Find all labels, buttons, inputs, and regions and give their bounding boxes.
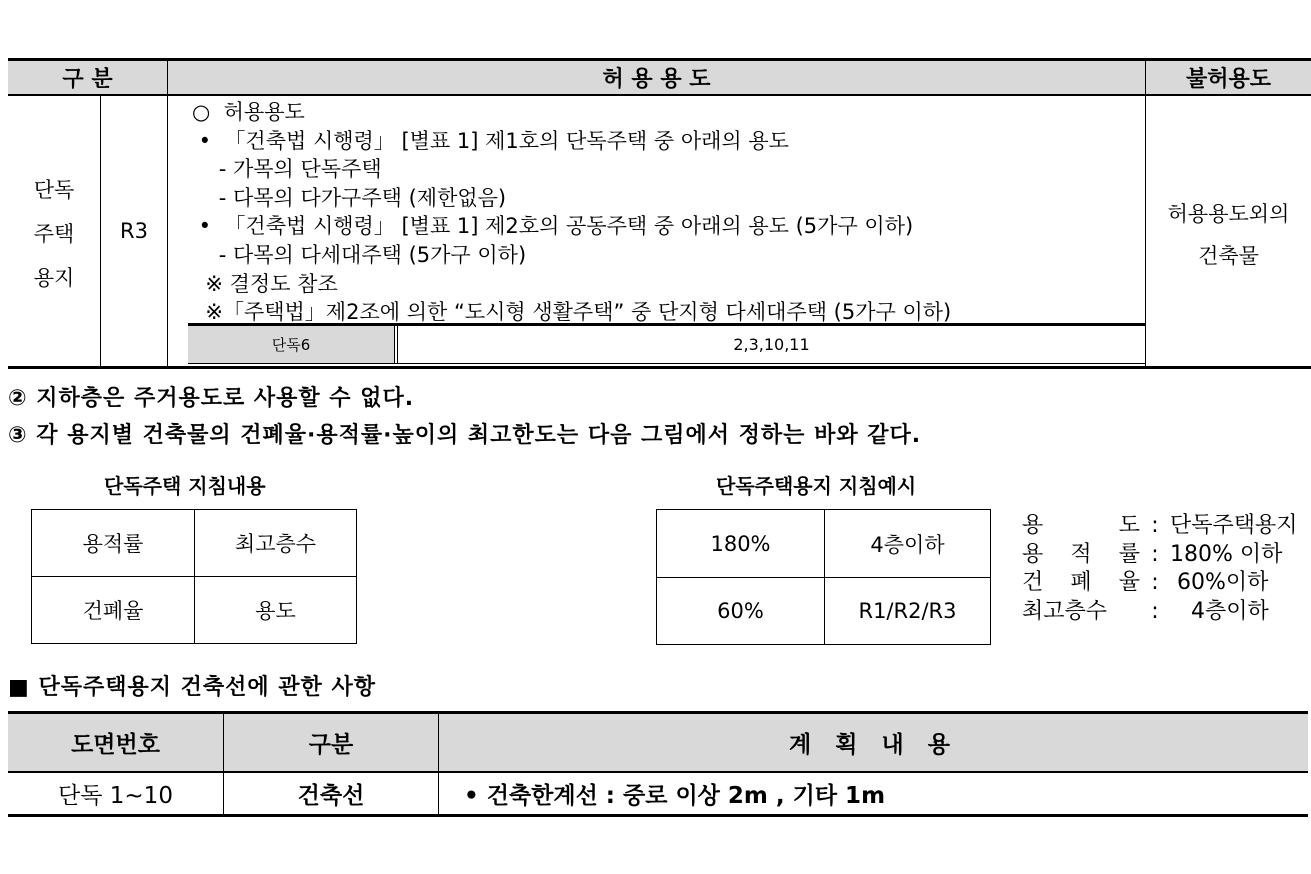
example-legend <box>1022 512 1298 626</box>
legend-row-bcr: 건 폐 율 : 60%이하 <box>1022 570 1269 595</box>
example-cell-use: R1/R2/R3 <box>825 578 991 645</box>
list-item: - 다목의 다가구주택 (제한없음) <box>192 185 507 210</box>
paragraph-density-rule: ③ 각 용지별 건축물의 건폐율·용적률·높이의 최고한도는 다음 그림에서 정하는 바와 같다. <box>8 423 922 448</box>
table-header-row <box>8 61 1311 94</box>
paragraph-basement-rule: ② 지하층은 주거용도로 사용할 수 없다. <box>8 386 415 411</box>
legend-row-far: 용 적 률 : 180% 이하 <box>1022 541 1283 567</box>
building-line-table <box>8 711 1308 818</box>
list-item: ※ 결정도 참조 <box>192 271 338 296</box>
guide-cell-use: 용도 <box>195 577 357 644</box>
building-line-section-title: ■ 단독주택용지 건축선에 관한 사항 <box>8 675 376 700</box>
land-type-label: 단독 주택 용지 <box>33 178 75 290</box>
header-allowed-use: 허 용 용 도 <box>602 67 711 92</box>
guide-cell-far: 용적률 <box>32 510 195 577</box>
zone-code: R3 <box>120 219 148 243</box>
guide-box-diagram <box>31 509 357 644</box>
example-cell-far: 180% <box>657 510 825 578</box>
block-lot-numbers: 2,3,10,11 <box>733 335 810 354</box>
list-item: - 다목의 다세대주택 (5가구 이하) <box>192 243 527 267</box>
guide-cell-bcr: 건폐율 <box>32 577 195 644</box>
header-drawing-number: 도면번호 <box>71 732 160 758</box>
list-item: ○ 허용용도 <box>192 100 305 124</box>
cell-drawing-number: 단독 1~10 <box>58 783 173 809</box>
block-label: 단독6 <box>188 326 394 363</box>
header-disallowed-use: 불허용도 <box>1185 67 1271 92</box>
example-cell-bcr: 60% <box>657 578 825 645</box>
disallowed-use-text: 허용용도외의 건축물 <box>1167 202 1290 268</box>
block-number-table <box>188 323 1145 364</box>
list-item: - 가목의 단독주택 <box>192 157 382 182</box>
guide-cell-max-floors: 최고층수 <box>195 510 357 577</box>
guide-box-title: 단독주택 지침내용 <box>104 474 266 498</box>
allowed-use-table <box>8 58 1311 370</box>
example-box-diagram <box>656 509 991 645</box>
cell-category: 건축선 <box>297 783 365 809</box>
list-item: ※「주택법」제2조에 의한 “도시형 생활주택” 중 단지형 다세대주택 (5가구 이하) <box>192 300 952 325</box>
example-box-title: 단독주택용지 지침예시 <box>716 474 917 498</box>
header-category: 구분 <box>308 732 354 758</box>
table-header-row <box>8 714 1308 771</box>
list-item: • 「건축법 시행령」 [별표 1] 제2호의 공동주택 중 아래의 용도 (5가구 이하) <box>192 214 914 239</box>
legend-row-floors: 최고층수 : 4층이하 <box>1022 598 1269 624</box>
header-plan-content: 계 획 내 용 <box>789 732 958 758</box>
cell-plan-content: • 건축한계선 : 중로 이상 2m , 기타 1m <box>464 783 886 809</box>
header-category: 구 분 <box>62 67 113 92</box>
legend-row-use: 용 도 : 단독주택용지 <box>1022 513 1298 538</box>
example-cell-max-floors: 4층이하 <box>825 510 991 578</box>
list-item: • 「건축법 시행령」 [별표 1] 제1호의 단독주택 중 아래의 용도 <box>192 128 789 153</box>
